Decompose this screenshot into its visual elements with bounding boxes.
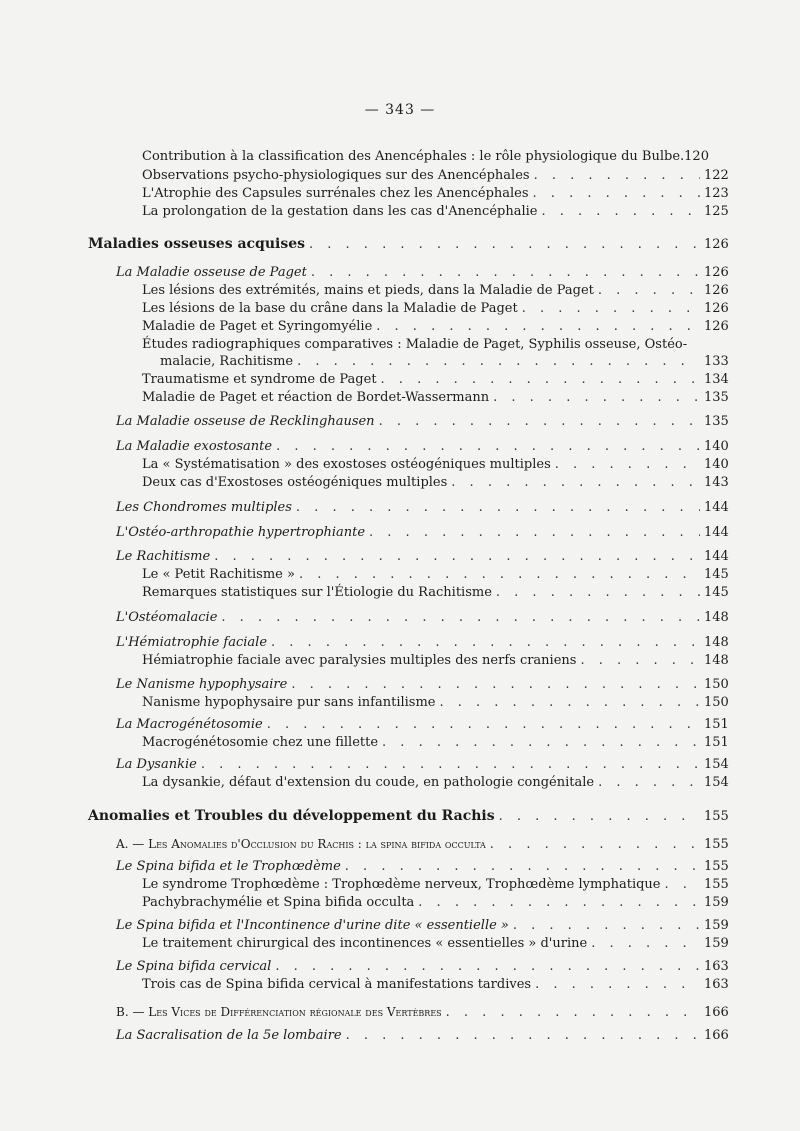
toc-entry: Traumatisme et syndrome de Paget . . . 134 — [142, 371, 728, 388]
toc-entry: La prolongation de la gestation dans les cas d'Anencéphalie . . . 125 — [142, 203, 728, 220]
toc-subsection: La Macrogénétosomie . . . 151 — [116, 716, 728, 733]
toc-entry: Le syndrome Trophœdème : Trophœdème nerveux, Trophœdème lymphatique . . . 155 — [142, 876, 728, 893]
toc-entry: Nanisme hypophysaire pur sans infantilisme . . . 150 — [142, 694, 728, 711]
toc-entry: Hémiatrophie faciale avec paralysies multiples des nerfs craniens . . . 148 — [142, 652, 728, 669]
toc-entry: malacie, Rachitisme . . . 133 — [160, 353, 728, 370]
toc-subsection: La Maladie osseuse de Recklinghausen . . . 135 — [116, 413, 728, 430]
toc-entry: Trois cas de Spina bifida cervical à manifestations tardives . . . 163 — [142, 976, 728, 993]
toc-section: Anomalies et Troubles du développement du Rachis . . . 155 — [88, 808, 728, 825]
toc-entry: Les lésions de la base du crâne dans la Maladie de Paget . . . 126 — [142, 300, 728, 317]
toc-subsection: Les Chondromes multiples . . . 144 — [116, 499, 728, 516]
toc-entry: Maladie de Paget et réaction de Bordet-Wassermann . . . 135 — [142, 389, 728, 406]
toc-entry: Remarques statistiques sur l'Étiologie du Rachitisme . . . 145 — [142, 584, 728, 601]
toc-subsection: La Maladie exostosante . . . 140 — [116, 438, 728, 455]
toc-subsection: Le Rachitisme . . . 144 — [116, 548, 728, 565]
toc-subsection: Le Spina bifida et le Trophœdème . . . 155 — [116, 858, 728, 875]
toc-part: A. — Les Anomalies d'Occlusion du Rachis : la spina bifida occulta . . . 155 — [116, 836, 728, 853]
toc-entry: Contribution à la classification des Anencéphales : le rôle physiologique du Bulbe. 120 — [142, 149, 709, 164]
toc-subsection: L'Ostéo-arthropathie hypertrophiante . . . 144 — [116, 524, 728, 541]
toc-subsection: Le Spina bifida cervical . . . 163 — [116, 958, 728, 975]
toc-subsection: L'Ostéomalacie . . . 148 — [116, 609, 728, 626]
toc-entry: Pachybrachymélie et Spina bifida occulta . . . 159 — [142, 894, 728, 911]
toc-part: B. — Les Vices de Différenciation régionale des Vertèbres . . . 166 — [116, 1004, 728, 1021]
toc-entry: Le traitement chirurgical des incontinences « essentielles » d'urine . . . 159 — [142, 935, 728, 952]
toc-subsection: Le Spina bifida et l'Incontinence d'urine dite « essentielle » . . . 159 — [116, 917, 728, 934]
toc-section: Maladies osseuses acquises . . . 126 — [88, 236, 728, 253]
toc-entry: Le « Petit Rachitisme » . . . 145 — [142, 566, 728, 583]
toc-entry: L'Atrophie des Capsules surrénales chez les Anencéphales . . . 123 — [142, 185, 728, 202]
toc-entry: Observations psycho-physiologiques sur des Anencéphales . . . 122 — [142, 167, 728, 184]
toc-entry: Macrogénétosomie chez une fillette . . . 151 — [142, 734, 728, 751]
toc-entry: La « Systématisation » des exostoses ostéogéniques multiples . . . 140 — [142, 456, 728, 473]
toc-entry: Les lésions des extrémités, mains et pieds, dans la Maladie de Paget . . . 126 — [142, 282, 728, 299]
toc-subsection: La Dysankie . . . 154 — [116, 756, 728, 773]
toc-subsection: La Maladie osseuse de Paget . . . 126 — [116, 264, 728, 281]
toc-entry: Deux cas d'Exostoses ostéogéniques multiples . . . 143 — [142, 474, 728, 491]
toc-entry-line1: Études radiographiques comparatives : Maladie de Paget, Syphilis osseuse, Ostéo- — [142, 337, 688, 352]
toc-subsection: La Sacralisation de la 5e lombaire . . . 166 — [116, 1027, 728, 1044]
toc-subsection: Le Nanisme hypophysaire . . . 150 — [116, 676, 728, 693]
toc-subsection: L'Hémiatrophie faciale . . . 148 — [116, 634, 728, 651]
toc-entry: La dysankie, défaut d'extension du coude, en pathologie congénitale . . . 154 — [142, 774, 728, 791]
page-number: — 343 — — [364, 102, 436, 118]
toc-entry: Maladie de Paget et Syringomyélie . . . 126 — [142, 318, 728, 335]
